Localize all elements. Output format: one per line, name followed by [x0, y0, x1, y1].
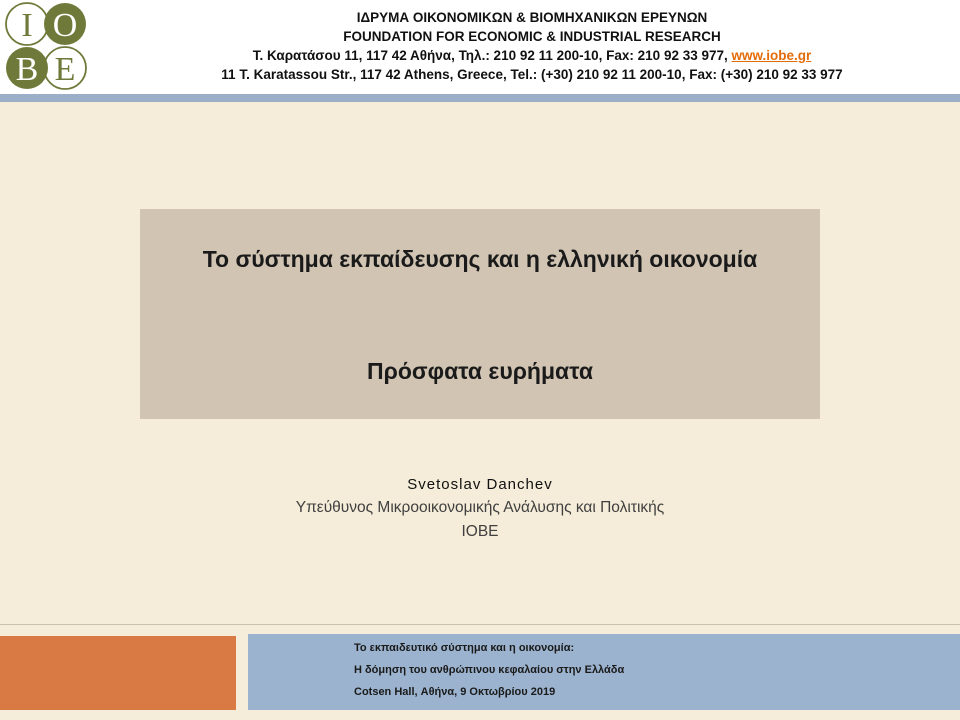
title-box — [140, 209, 820, 419]
footer-event-title: Το εκπαιδευτικό σύστημα και η οικονομία: — [354, 642, 575, 654]
presenter-role: Υπεύθυνος Μικροοικονομικής Ανάλυσης και Πολιτικής — [295, 499, 665, 516]
presenter-block — [140, 474, 820, 544]
footer-event-venue-date: Cotsen Hall, Αθήνα, 9 Οκτωβρίου 2019 — [354, 686, 556, 698]
header-address-greek-text: Τ. Καρατάσου 11, 117 42 Αθήνα, Τηλ.: 210 92 11 200-10, Fax: 210 92 33 977, — [252, 48, 732, 63]
header-address-greek — [104, 46, 960, 65]
presentation-subtitle: Πρόσφατα ευρήματα — [367, 358, 593, 384]
header-divider — [0, 94, 960, 102]
presenter-organization: ΙΟΒΕ — [461, 523, 499, 540]
header — [0, 0, 960, 94]
header-line-english: FOUNDATION FOR ECONOMIC & INDUSTRIAL RESEARCH — [343, 29, 721, 44]
header-text — [104, 8, 960, 84]
logo-letter-b: B — [15, 51, 39, 88]
footer-panel — [248, 634, 960, 710]
presenter-name: Svetoslav Danchev — [407, 476, 553, 493]
logo-letter-i: I — [21, 7, 33, 44]
footer-divider — [0, 624, 960, 625]
logo-letter-o: O — [52, 7, 78, 44]
header-line-greek: ΙΔΡΥΜΑ ΟΙΚΟΝΟΜΙΚΩΝ & ΒΙΟΜΗΧΑΝΙΚΩΝ ΕΡΕΥΝΩΝ — [356, 10, 708, 25]
footer-event-info — [354, 637, 624, 703]
footer-accent-orange — [0, 636, 236, 710]
iobe-logo-icon — [0, 0, 96, 94]
header-address-english: 11 T. Karatassou Str., 117 42 Athens, Greece, Tel.: (+30) 210 92 11 200-10, Fax: (+30) 210 92 33 977 — [221, 67, 843, 82]
presentation-title: Το σύστημα εκπαίδευσης και η ελληνική οικονομία — [202, 246, 758, 272]
logo-letter-e: E — [54, 51, 76, 88]
footer-event-subtitle: Η δόμηση του ανθρώπινου κεφαλαίου στην Ελλάδα — [354, 664, 625, 676]
website-link[interactable]: www.iobe.gr — [731, 48, 812, 63]
